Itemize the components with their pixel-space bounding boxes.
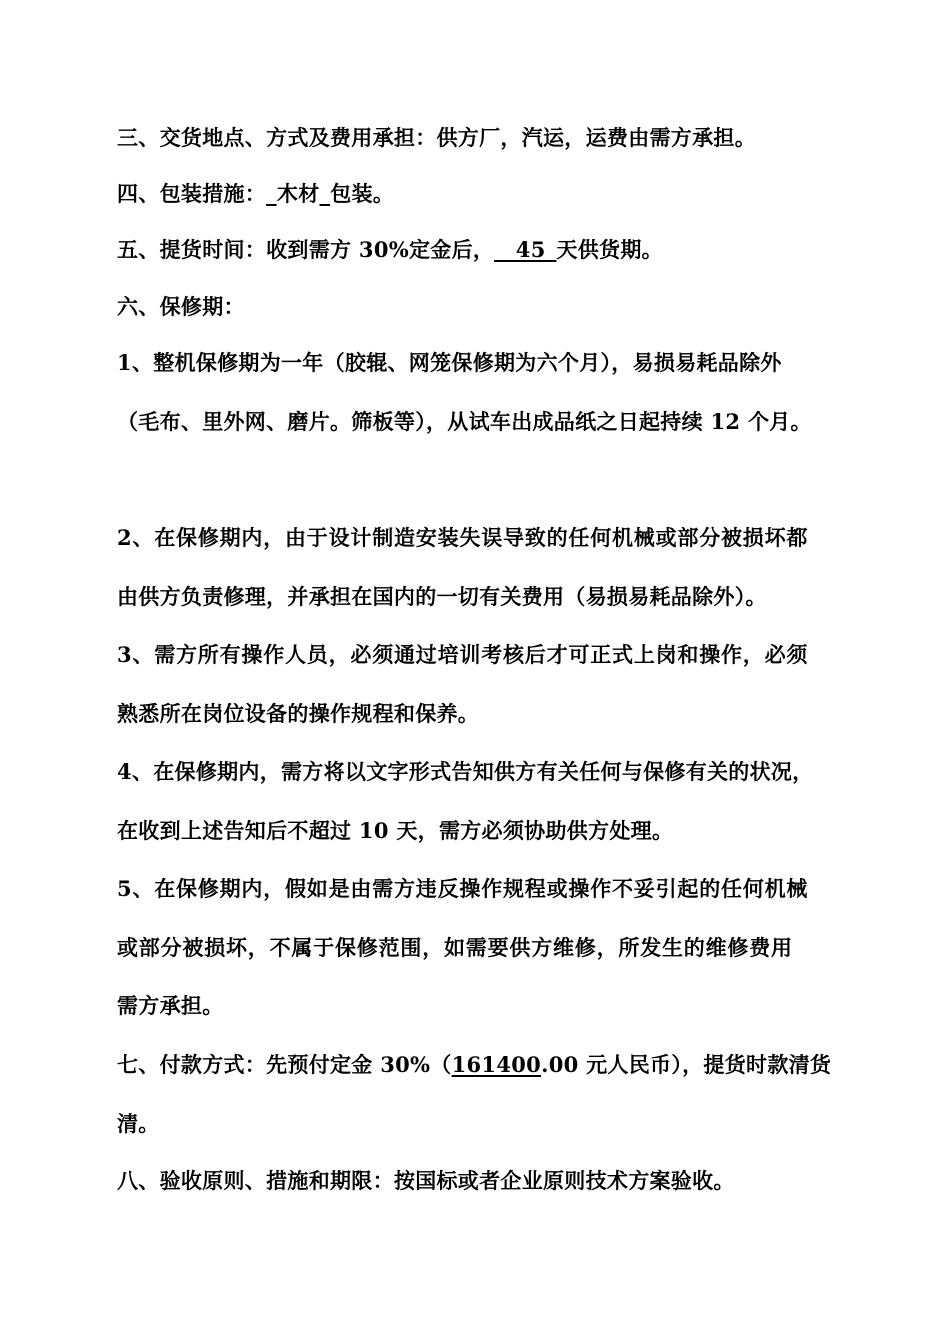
warranty-item-5-line-1: 5、在保修期内，假如是由需方违反操作规程或操作不妥引起的任何机械	[117, 876, 809, 901]
delivery-days: __45_	[494, 237, 557, 262]
section-7-payment-line-1	[117, 1051, 831, 1079]
delivery-time-suffix: 天供货期。	[556, 237, 663, 262]
section-8-acceptance: 八、验收原则、措施和期限：按国标或者企业原则技术方案验收。	[117, 1168, 735, 1193]
warranty-item-1-line-1: 1、整机保修期为一年（胶辊、网笼保修期为六个月），易损易耗品除外	[117, 350, 782, 375]
warranty-item-5-line-2: 或部分被损坏，不属于保修范围，如需要供方维修，所发生的维修费用	[117, 935, 793, 960]
warranty-item-4-line-1: 4、在保修期内，需方将以文字形式告知供方有关任何与保修有关的状况，	[117, 759, 814, 784]
deposit-amount: 161400	[451, 1052, 542, 1077]
section-7-payment-line-2: 清。	[117, 1111, 160, 1136]
warranty-item-4-line-2: 在收到上述告知后不超过 10 天，需方必须协助供方处理。	[117, 818, 674, 843]
section-5-delivery-time	[117, 236, 663, 264]
section-6-warranty-heading: 六、保修期：	[117, 294, 245, 319]
section-4-packaging: 四、包装措施：_木材_包装。	[117, 181, 395, 206]
payment-text: 七、付款方式：先预付定金 30%（	[117, 1052, 452, 1077]
warranty-item-3-line-1: 3、需方所有操作人员，必须通过培训考核后才可正式上岗和操作，必须	[117, 642, 809, 667]
warranty-item-2-line-1: 2、在保修期内，由于设计制造安装失误导致的任何机械或部分被损坏都	[117, 525, 809, 550]
warranty-item-3-line-2: 熟悉所在岗位设备的操作规程和保养。	[117, 701, 480, 726]
section-3-delivery: 三、交货地点、方式及费用承担：供方厂，汽运，运费由需方承担。	[117, 125, 756, 150]
warranty-item-2-line-2: 由供方负责修理，并承担在国内的一切有关费用（易损易耗品除外）。	[117, 584, 767, 609]
warranty-item-5-line-3: 需方承担。	[117, 993, 224, 1018]
payment-suffix: .00 元人民币），提货时款清货	[541, 1052, 832, 1077]
delivery-time-text: 五、提货时间：收到需方 30%定金后，	[117, 237, 495, 262]
warranty-item-1-line-2: （毛布、里外网、磨片。筛板等），从试车出成品纸之日起持续 12 个月。	[117, 409, 812, 434]
